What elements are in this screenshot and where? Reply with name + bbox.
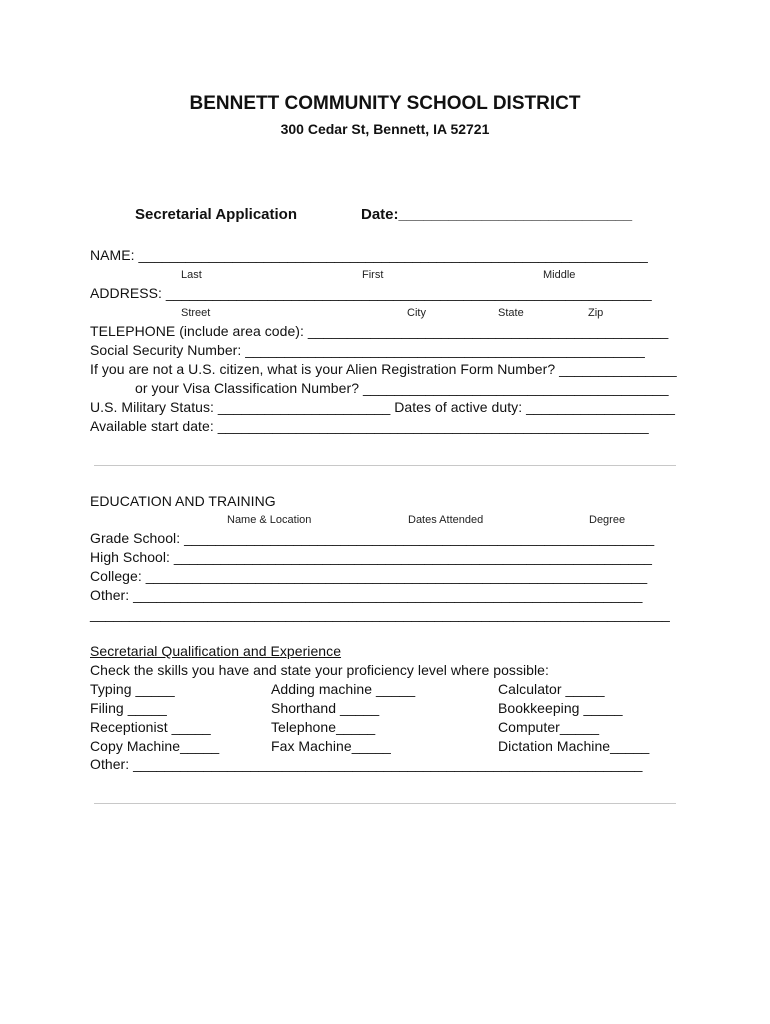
address-field[interactable]: ADDRESS: ______________________________________________________________ xyxy=(90,285,652,301)
skill-typing[interactable]: Typing _____ xyxy=(90,681,175,697)
education-other-field[interactable]: Other: _________________________________________________________________ xyxy=(90,587,643,603)
education-col-dates: Dates Attended xyxy=(408,514,484,526)
skills-heading: Secretarial Qualification and Experience xyxy=(90,643,342,659)
address-sub-state: State xyxy=(498,307,524,319)
skill-fax-machine[interactable]: Fax Machine_____ xyxy=(271,738,391,754)
skill-bookkeeping[interactable]: Bookkeeping _____ xyxy=(498,700,623,716)
address-sub-street: Street xyxy=(181,307,211,319)
education-heading: EDUCATION AND TRAINING xyxy=(90,493,276,509)
high-school-field[interactable]: High School: _____________________________________________________________ xyxy=(90,549,652,565)
address-sub-zip: Zip xyxy=(588,307,604,319)
telephone-field[interactable]: TELEPHONE (include area code): ______________________________________________ xyxy=(90,323,669,339)
district-address: 300 Cedar St, Bennett, IA 52721 xyxy=(280,121,490,137)
district-title: BENNETT COMMUNITY SCHOOL DISTRICT xyxy=(189,93,581,114)
name-sub-middle: Middle xyxy=(543,269,576,281)
application-title: Secretarial Application xyxy=(135,206,297,223)
skill-calculator[interactable]: Calculator _____ xyxy=(498,681,605,697)
name-sub-last: Last xyxy=(181,269,202,281)
ssn-field[interactable]: Social Security Number: ___________________________________________________ xyxy=(90,342,645,358)
military-status-field[interactable]: U.S. Military Status: ______________________ Dates of active duty: ___________________ xyxy=(90,399,675,415)
visa-classification-field[interactable]: or your Visa Classification Number? _______________________________________ xyxy=(135,380,669,396)
skill-shorthand[interactable]: Shorthand _____ xyxy=(271,700,380,716)
skill-filing[interactable]: Filing _____ xyxy=(90,700,167,716)
skill-adding-machine[interactable]: Adding machine _____ xyxy=(271,681,416,697)
skill-telephone[interactable]: Telephone_____ xyxy=(271,719,376,735)
name-field[interactable]: NAME: _________________________________________________________________ xyxy=(90,247,648,263)
skill-receptionist[interactable]: Receptionist _____ xyxy=(90,719,211,735)
skill-copy-machine[interactable]: Copy Machine_____ xyxy=(90,738,220,754)
alien-registration-field[interactable]: If you are not a U.S. citizen, what is your Alien Registration Form Number? _______________ xyxy=(90,361,677,377)
address-sub-city: City xyxy=(407,307,426,319)
start-date-field[interactable]: Available start date: _______________________________________________________ xyxy=(90,418,649,434)
college-field[interactable]: College: ________________________________________________________________ xyxy=(90,568,648,584)
skills-instructions: Check the skills you have and state your proficiency level where possible: xyxy=(90,662,549,678)
skills-other-field[interactable]: Other: _________________________________________________________________ xyxy=(90,756,643,772)
education-col-name-location: Name & Location xyxy=(227,514,312,526)
date-field[interactable]: Date:____________________________ xyxy=(361,206,633,223)
name-sub-first: First xyxy=(362,269,384,281)
skill-dictation-machine[interactable]: Dictation Machine_____ xyxy=(498,738,650,754)
section-divider xyxy=(94,465,676,466)
education-col-degree: Degree xyxy=(589,514,626,526)
skill-computer[interactable]: Computer_____ xyxy=(498,719,600,735)
education-blank-line[interactable]: __________________________________________________________________________ xyxy=(90,606,670,622)
grade-school-field[interactable]: Grade School: ____________________________________________________________ xyxy=(90,530,655,546)
section-divider-bottom xyxy=(94,803,676,804)
